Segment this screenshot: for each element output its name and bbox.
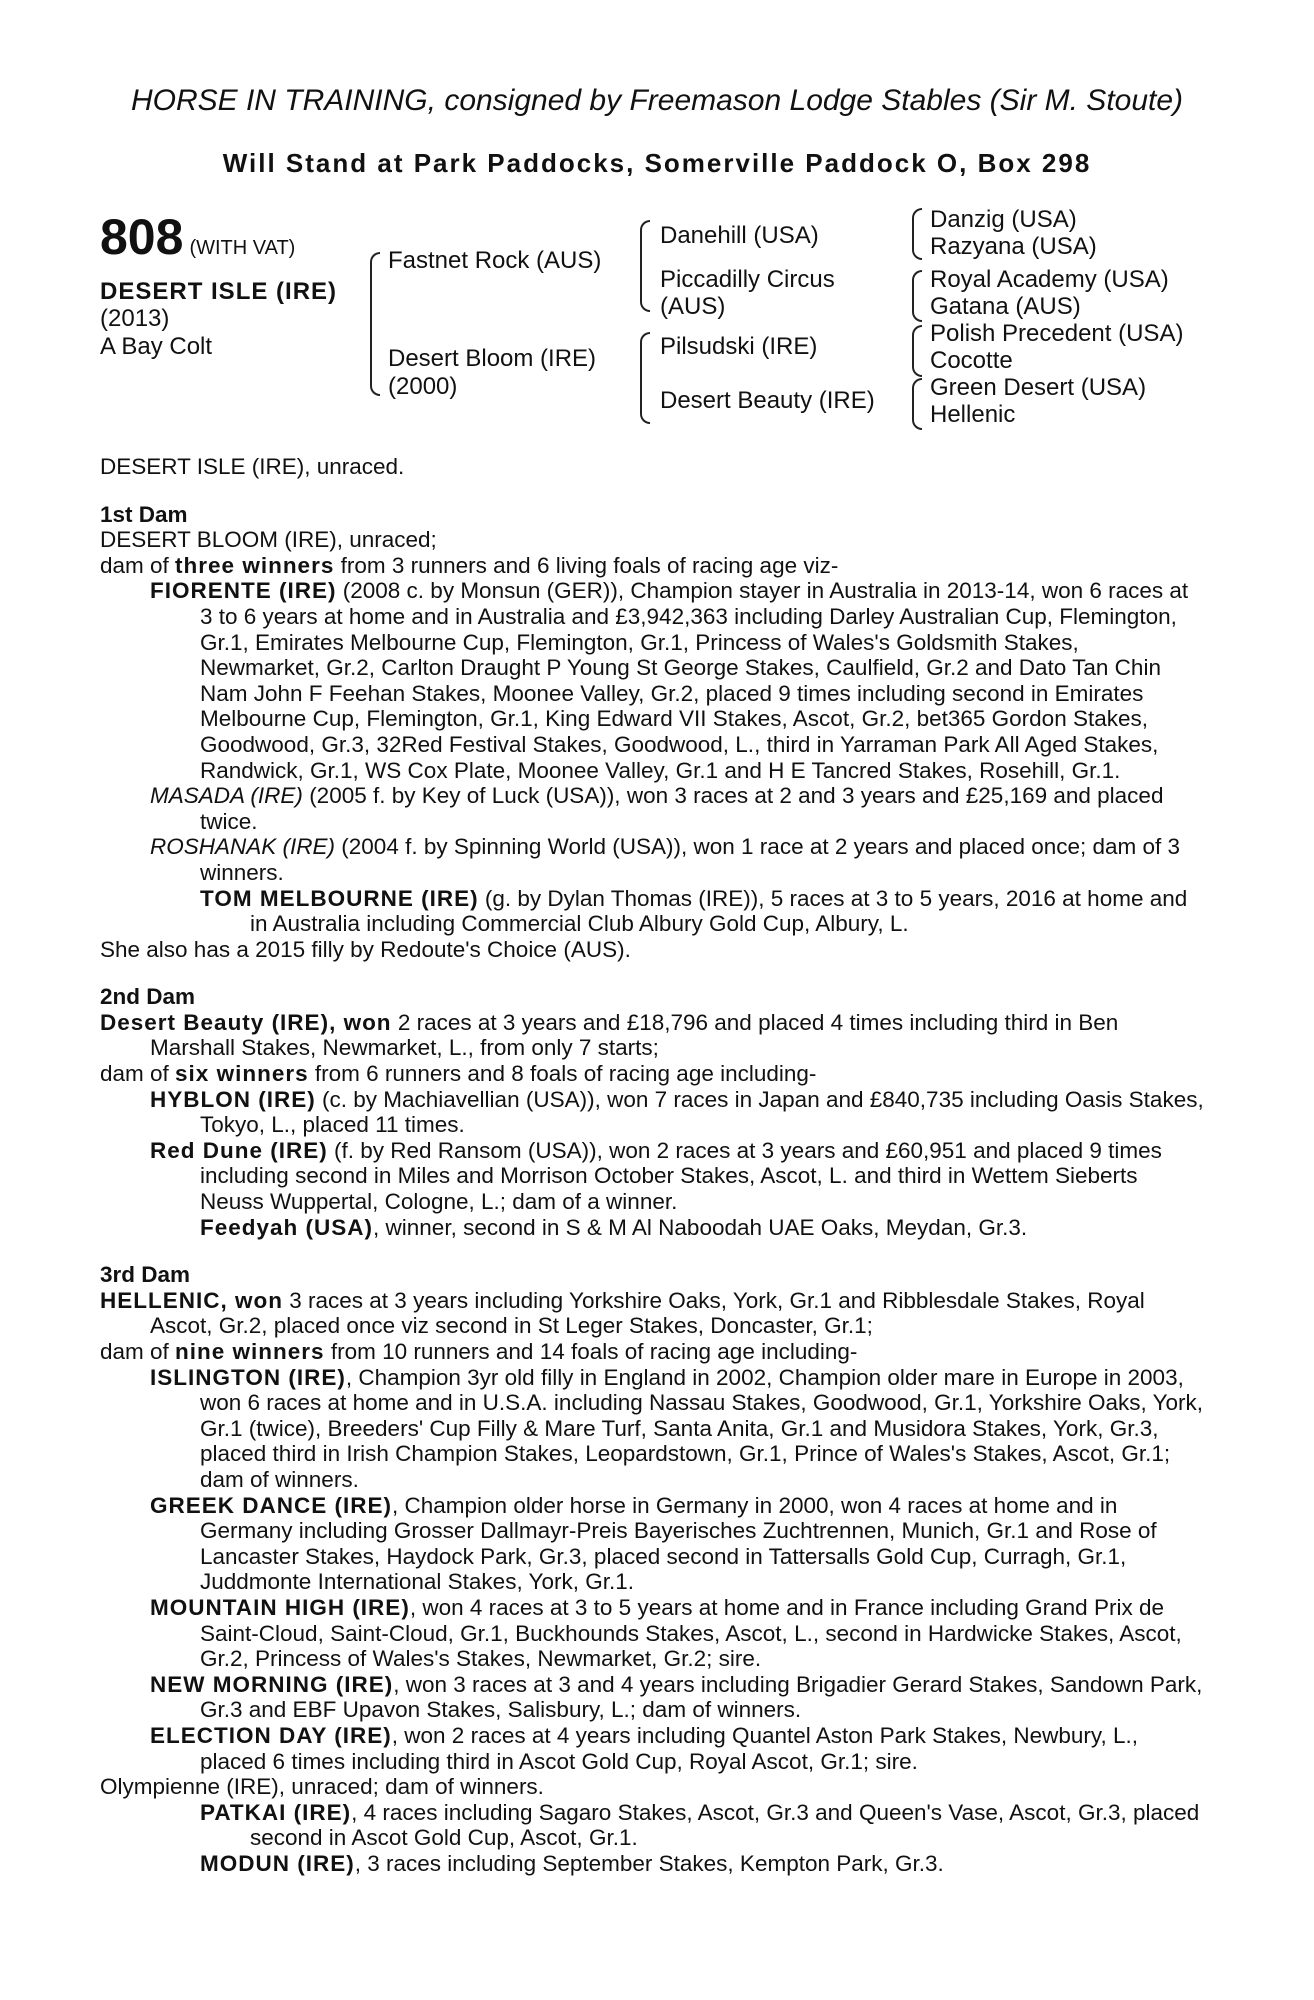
granddam-3: Cocotte [930, 347, 1013, 374]
granddam-4: Hellenic [930, 401, 1016, 428]
consignor-header: HORSE IN TRAINING, consigned by Freemason Lodge Stables (Sir M. Stoute) [130, 84, 1184, 117]
pedigree-brace [640, 220, 650, 312]
sire: Fastnet Rock (AUS) [388, 247, 602, 274]
lot-block [100, 208, 295, 266]
vat-label: (WITH VAT) [189, 237, 296, 259]
pedigree-brace [912, 270, 922, 322]
grandsire-1: Danzig (USA) [930, 206, 1077, 233]
produce-entry: ISLINGTON (IRE), Champion 3yr old filly in England in 2002, Champion older mare in Europe in 2003, won 6 races at home and in U.S.A. including Nassau Stakes, Goodwood, Gr.1, Yorkshire Oaks, York, Gr.1 (twice), Breeders' Cup Filly & Mare Turf, Santa Anita, Gr.1 and Musidora Stakes, York, Gr.3, placed third in Irish Champion Stakes, Leopardstown, Gr.1, Prince of Wales's Stakes, Ascot, Gr.1; dam of winners. [150, 1364, 1204, 1492]
catalogue-body [100, 440, 1204, 1876]
pedigree-brace [640, 332, 650, 424]
grandsire-3: Polish Precedent (USA) [930, 320, 1184, 347]
sire-dam-country: (AUS) [660, 293, 726, 320]
produce-entry: Feedyah (USA), winner, second in S & M Al Naboodah UAE Oaks, Meydan, Gr.3. [200, 1214, 1028, 1240]
produce-entry: MASADA (IRE) (2005 f. by Key of Luck (USA)), won 3 races at 2 and 3 years and £25,169 and placed twice. [150, 783, 1164, 834]
produce-entry: ELECTION DAY (IRE), won 2 races at 4 years including Quantel Aston Park Stakes, Newbury, L., placed 6 times including third in Ascot Gold Cup, Royal Ascot, Gr.1; sire. [150, 1722, 1138, 1774]
horse-name: DESERT ISLE (IRE) [100, 278, 338, 305]
pedigree-brace [912, 325, 922, 377]
intro-line: DESERT ISLE (IRE), unraced. [100, 454, 405, 479]
produce-entry: ROSHANAK (IRE) (2004 f. by Spinning World (USA)), won 1 race at 2 years and placed once; dam of 3 winners. [150, 834, 1181, 885]
pedigree-brace [912, 378, 922, 430]
produce-entry: Olympienne (IRE), unraced; dam of winners. [100, 1774, 544, 1800]
location-header: Will Stand at Park Paddocks, Somerville Paddock O, Box 298 [222, 148, 1092, 178]
produce-entry: PATKAI (IRE), 4 races including Sagaro Stakes, Ascot, Gr.3 and Queen's Vase, Ascot, Gr.3, placed second in Ascot Gold Cup, Ascot, Gr.1. [200, 1799, 1200, 1851]
section-heading: 3rd Dam [100, 1262, 191, 1288]
granddam-2: Gatana (AUS) [930, 293, 1081, 320]
produce-entry: MOUNTAIN HIGH (IRE), won 4 races at 3 to 5 years at home and in France including Grand Prix de Saint-Cloud, Saint-Cloud, Gr.1, Buckhounds Stakes, Ascot, L., second in Hardwicke Stakes, Ascot, Gr.2, Princess of Wales's Stakes, Newmarket, Gr.2; sire. [150, 1594, 1182, 1672]
dam-produce-line: dam of six winners from 6 runners and 8 foals of racing age including- [100, 1061, 817, 1087]
dam-sire: Pilsudski (IRE) [660, 333, 818, 360]
dam-line: DESERT BLOOM (IRE), unraced; [100, 527, 437, 553]
lot-number: 808 [100, 209, 184, 265]
dam-dam: Desert Beauty (IRE) [660, 387, 875, 414]
sire-dam: Piccadilly Circus [660, 266, 835, 293]
pedigree-brace [370, 252, 380, 396]
section-heading: 2nd Dam [100, 984, 196, 1010]
produce-entry: FIORENTE (IRE) (2008 c. by Monsun (GER)), Champion stayer in Australia in 2013-14, won 6 races at 3 to 6 years at home and in Australia and £3,942,363 including Darley Australian Cup, Flemington, Gr.1, Emirates Melbourne Cup, Flemington, Gr.1, Princess of Wales's Goldsmith Stakes, Newmarket, Gr.2, Carlton Draught P Young St George Stakes, Caulfield, Gr.2 and Dato Tan Chin Nam John F Feehan Stakes, Moonee Valley, Gr.2, placed 9 times including second in Emirates Melbourne Cup, Flemington, Gr.1, King Edward VII Stakes, Ascot, Gr.2, bet365 Gordon Stakes, Goodwood, Gr.3, 32Red Festival Stakes, Goodwood, L., third in Yarraman Park All Aged Stakes, Randwick, Gr.1, WS Cox Plate, Moonee Valley, Gr.1 and H E Tancred Stakes, Rosehill, Gr.1. [150, 578, 1189, 783]
horse-description: A Bay Colt [100, 333, 213, 360]
dam-year: (2000) [388, 373, 458, 400]
horse-year: (2013) [100, 305, 170, 332]
sire-sire: Danehill (USA) [660, 222, 819, 249]
granddam-1: Razyana (USA) [930, 233, 1097, 260]
grandsire-2: Royal Academy (USA) [930, 266, 1169, 293]
dam-produce-line: dam of three winners from 3 runners and 6 living foals of racing age viz- [100, 552, 839, 578]
dam-produce-line: dam of nine winners from 10 runners and 14 foals of racing age including- [100, 1339, 858, 1364]
produce-entry: NEW MORNING (IRE), won 3 races at 3 and 4 years including Brigadier Gerard Stakes, Sandown Park, Gr.3 and EBF Upavon Stakes, Salisbury, L.; dam of winners. [150, 1671, 1203, 1723]
dam-line: Desert Beauty (IRE), won 2 races at 3 years and £18,796 and placed 4 times including third in Ben Marshall Stakes, Newmarket, L., from only 7 starts; [100, 1009, 1119, 1061]
dam-line: HELLENIC, won 3 races at 3 years including Yorkshire Oaks, York, Gr.1 and Ribblesdale Stakes, Royal Ascot, Gr.2, placed once viz second in St Leger Stakes, Doncaster, Gr.1; [100, 1287, 1145, 1339]
produce-entry: TOM MELBOURNE (IRE) (g. by Dylan Thomas (IRE)), 5 races at 3 to 5 years, 2016 at home and in Australia including Commercial Club Albury Gold Cup, Albury, L. [200, 885, 1188, 937]
also-line: She also has a 2015 filly by Redoute's Choice (AUS). [100, 936, 631, 962]
produce-entry: HYBLON (IRE) (c. by Machiavellian (USA)), won 7 races in Japan and £840,735 including Oasis Stakes, Tokyo, L., placed 11 times. [150, 1086, 1204, 1138]
section-heading: 1st Dam [100, 501, 188, 527]
grandsire-4: Green Desert (USA) [930, 374, 1147, 401]
produce-entry: MODUN (IRE), 3 races including September Stakes, Kempton Park, Gr.3. [200, 1850, 944, 1876]
dam: Desert Bloom (IRE) [388, 345, 597, 372]
produce-entry: Red Dune (IRE) (f. by Red Ransom (USA)), won 2 races at 3 years and £60,951 and placed 9 times including second in Miles and Morrison October Stakes, Ascot, L. and third in Wettem Sieberts Neuss Wuppertal, Cologne, L.; dam of a winner. [150, 1137, 1162, 1215]
produce-entry: GREEK DANCE (IRE), Champion older horse in Germany in 2000, won 4 races at home and in Germany including Grosser Dallmayr-Preis Bayerisches Zuchtrennen, Munich, Gr.1 and Rose of Lancaster Stakes, Haydock Park, Gr.3, placed second in Tattersalls Gold Cup, Curragh, Gr.1, Juddmonte International Stakes, York, Gr.1. [150, 1492, 1157, 1595]
pedigree-brace [912, 208, 922, 260]
